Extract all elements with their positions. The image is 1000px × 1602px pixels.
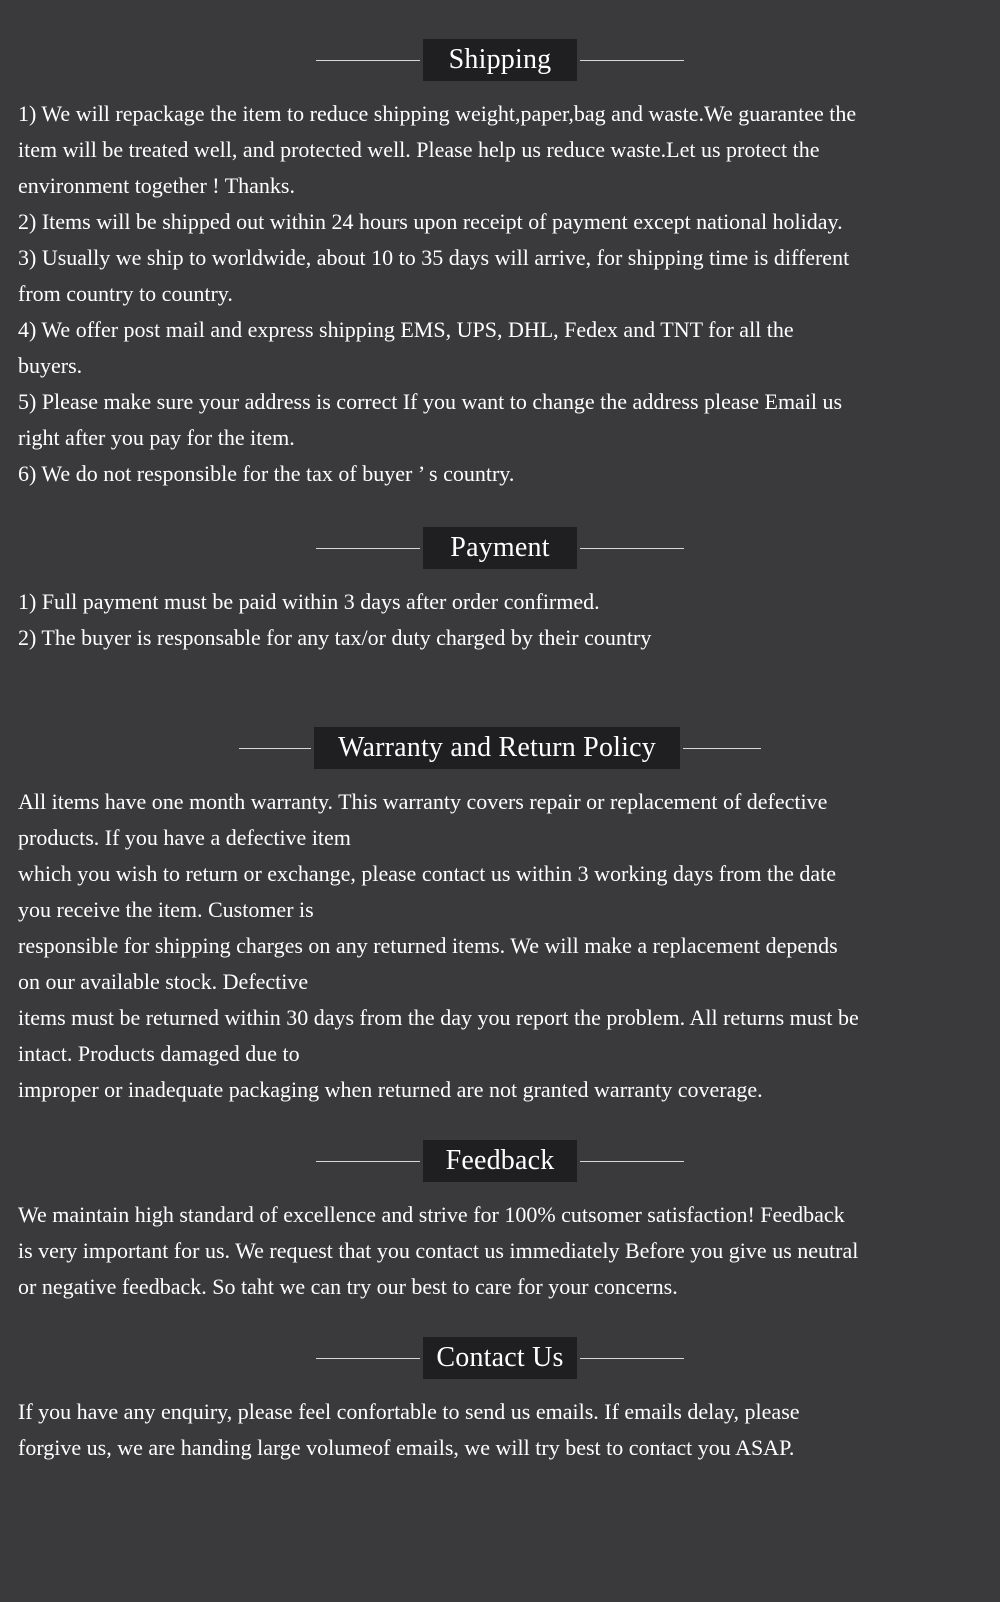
feedback-text (0, 1197, 1000, 1305)
payment-line-1: 1) Full payment must be paid within 3 days after order confirmed. (18, 589, 600, 614)
contact-left-rule (316, 1358, 420, 1359)
contact-title: Contact Us (423, 1337, 577, 1379)
warranty-text (0, 784, 1000, 1108)
shipping-line-2: item will be treated well, and protected well. Please help us reduce waste.Let us protect the (18, 137, 820, 162)
shipping-line-10: right after you pay for the item. (18, 425, 295, 450)
feedback-right-rule (580, 1161, 684, 1162)
warranty-line-7: items must be returned within 30 days from the day you report the problem. All returns must be (18, 1005, 859, 1030)
contact-right-rule (580, 1358, 684, 1359)
warranty-line-6: on our available stock. Defective (18, 969, 309, 994)
shipping-line-5: 3) Usually we ship to worldwide, about 10 to 35 days will arrive, for shipping time is different (18, 245, 850, 270)
shipping-header (0, 38, 1000, 82)
shipping-line-1: 1) We will repackage the item to reduce shipping weight,paper,bag and waste.We guarantee the (18, 101, 857, 126)
feedback-title: Feedback (423, 1140, 577, 1182)
feedback-line-3: or negative feedback. So taht we can try our best to care for your concerns. (18, 1274, 678, 1299)
warranty-header (0, 726, 1000, 770)
warranty-section (0, 726, 1000, 1108)
feedback-header (0, 1139, 1000, 1183)
payment-section (0, 526, 1000, 656)
warranty-line-3: which you wish to return or exchange, please contact us within 3 working days from the date (18, 861, 837, 886)
contact-line-1: If you have any enquiry, please feel confortable to send us emails. If emails delay, please (18, 1399, 800, 1424)
warranty-line-4: you receive the item. Customer is (18, 897, 314, 922)
shipping-line-7: 4) We offer post mail and express shipping EMS, UPS, DHL, Fedex and TNT for all the (18, 317, 794, 342)
payment-title: Payment (423, 527, 577, 569)
feedback-section (0, 1139, 1000, 1305)
payment-text (0, 584, 1000, 656)
shipping-line-9: 5) Please make sure your address is correct If you want to change the address please Email us (18, 389, 843, 414)
warranty-line-1: All items have one month warranty. This warranty covers repair or replacement of defective (18, 789, 828, 814)
shipping-section (0, 38, 1000, 492)
contact-section (0, 1336, 1000, 1466)
warranty-line-8: intact. Products damaged due to (18, 1041, 300, 1066)
shipping-line-6: from country to country. (18, 281, 233, 306)
feedback-line-2: is very important for us. We request that you contact us immediately Before you give us neutral (18, 1238, 859, 1263)
shipping-line-8: buyers. (18, 353, 83, 378)
warranty-line-2: products. If you have a defective item (18, 825, 351, 850)
shipping-right-rule (580, 60, 684, 61)
warranty-right-rule (683, 748, 761, 749)
warranty-left-rule (239, 748, 311, 749)
warranty-title: Warranty and Return Policy (314, 727, 680, 769)
feedback-left-rule (316, 1161, 420, 1162)
payment-header (0, 526, 1000, 570)
shipping-line-3: environment together ! Thanks. (18, 173, 295, 198)
payment-left-rule (316, 548, 420, 549)
contact-text (0, 1394, 1000, 1466)
contact-line-2: forgive us, we are handing large volumeof emails, we will try best to contact you ASAP. (18, 1435, 795, 1460)
warranty-line-9: improper or inadequate packaging when returned are not granted warranty coverage. (18, 1077, 763, 1102)
shipping-line-11: 6) We do not responsible for the tax of buyer ’ s country. (18, 461, 515, 486)
warranty-line-5: responsible for shipping charges on any returned items. We will make a replacement depends (18, 933, 838, 958)
shipping-line-4: 2) Items will be shipped out within 24 hours upon receipt of payment except national holiday. (18, 209, 843, 234)
payment-line-2: 2) The buyer is responsable for any tax/or duty charged by their country (18, 625, 652, 650)
payment-right-rule (580, 548, 684, 549)
feedback-line-1: We maintain high standard of excellence and strive for 100% cutsomer satisfaction! Feedback (18, 1202, 845, 1227)
shipping-text (0, 96, 1000, 492)
shipping-title: Shipping (423, 39, 577, 81)
contact-header (0, 1336, 1000, 1380)
shipping-left-rule (316, 60, 420, 61)
